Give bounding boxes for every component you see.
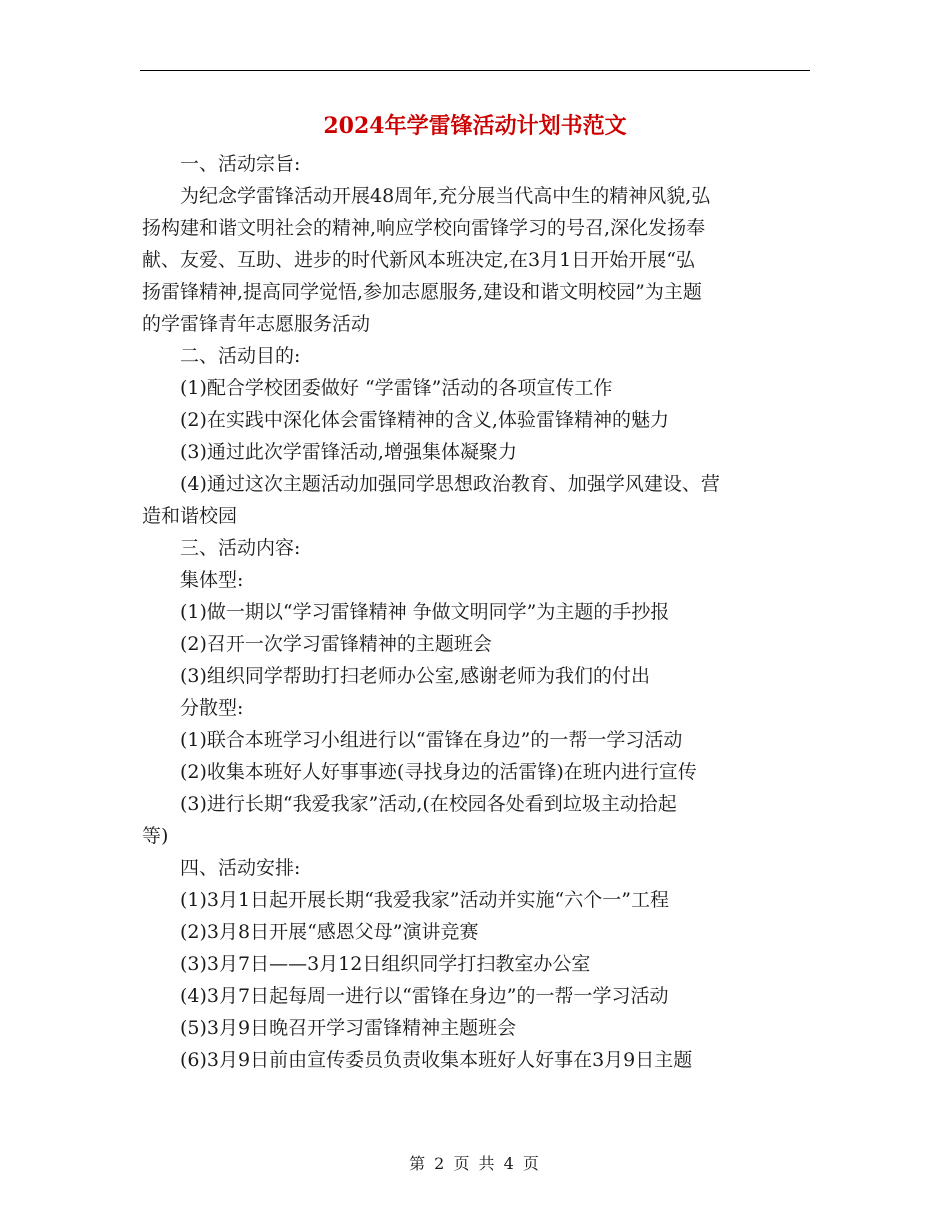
text-line: (2)收集本班好人好事事迹(寻找身边的活雷锋)在班内进行宣传 <box>180 761 697 783</box>
text-line: (1)联合本班学习小组进行以“雷锋在身边”的一帮一学习活动 <box>180 729 683 751</box>
text-line: (1)做一期以“学习雷锋精神 争做文明同学”为主题的手抄报 <box>180 601 670 623</box>
paragraph <box>142 916 810 948</box>
paragraph <box>142 948 810 980</box>
text-line: 四、活动安排: <box>180 857 301 879</box>
text-line: 的学雷锋青年志愿服务活动 <box>142 313 371 335</box>
paragraph <box>142 692 810 724</box>
paragraph <box>142 404 810 436</box>
text-line: 一、活动宗旨: <box>180 153 301 175</box>
paragraph <box>142 564 810 596</box>
paragraph <box>142 756 810 788</box>
text-line: 等) <box>142 825 169 847</box>
text-line: (4)通过这次主题活动加强同学思想政治教育、加强学风建设、营 <box>180 473 720 495</box>
text-line: 造和谐校园 <box>142 505 238 527</box>
paragraph <box>142 724 810 756</box>
paragraph <box>142 628 810 660</box>
paragraph <box>142 372 810 404</box>
text-line: (1)3月1日起开展长期“我爱我家”活动并实施“六个一”工程 <box>180 889 669 911</box>
text-line: 二、活动目的: <box>180 345 301 367</box>
text-line: (3)组织同学帮助打扫老师办公室,感谢老师为我们的付出 <box>180 665 650 687</box>
text-line: (1)配合学校团委做好 “学雷锋”活动的各项宣传工作 <box>180 377 613 399</box>
text-line: (2)召开一次学习雷锋精神的主题班会 <box>180 633 492 655</box>
paragraph <box>142 340 810 372</box>
text-line: 为纪念学雷锋活动开展48周年,充分展当代高中生的精神风貌,弘 <box>180 185 711 207</box>
text-line: 献、友爱、互助、进步的时代新风本班决定,在3月1日开始开展“弘 <box>142 249 695 271</box>
paragraph <box>142 180 810 340</box>
text-line: (6)3月9日前由宣传委员负责收集本班好人好事在3月9日主题 <box>180 1049 693 1071</box>
header-rule <box>140 70 810 71</box>
paragraph <box>142 1044 810 1076</box>
paragraph <box>142 852 810 884</box>
paragraph <box>142 148 810 180</box>
document-title: 2024年学雷锋活动计划书范文 <box>323 113 627 139</box>
text-line: (5)3月9日晚召开学习雷锋精神主题班会 <box>180 1017 517 1039</box>
paragraph <box>142 468 810 532</box>
text-line: (2)在实践中深化体会雷锋精神的含义,体验雷锋精神的魅力 <box>180 409 669 431</box>
paragraph <box>142 596 810 628</box>
paragraph <box>142 884 810 916</box>
text-line: (3)通过此次学雷锋活动,增强集体凝聚力 <box>180 441 517 463</box>
paragraph <box>142 532 810 564</box>
text-line: 集体型: <box>180 569 244 591</box>
text-line: (3)3月7日——3月12日组织同学打扫教室办公室 <box>180 953 591 975</box>
text-line: (2)3月8日开展“感恩父母”演讲竞赛 <box>180 921 479 943</box>
text-line: (3)进行长期“我爱我家”活动,(在校园各处看到垃圾主动拾起 <box>180 793 677 815</box>
text-line: 分散型: <box>180 697 244 719</box>
paragraph <box>142 980 810 1012</box>
text-line: 三、活动内容: <box>180 537 301 559</box>
text-line: 扬构建和谐文明社会的精神,响应学校向雷锋学习的号召,深化发扬奉 <box>142 217 706 239</box>
paragraph <box>142 436 810 468</box>
paragraph <box>142 1012 810 1044</box>
text-line: 扬雷锋精神,提高同学觉悟,参加志愿服务,建设和谐文明校园”为主题 <box>142 281 702 303</box>
document-body <box>142 148 810 1076</box>
paragraph <box>142 660 810 692</box>
page-number: 第 2 页 共 4 页 <box>409 1154 541 1173</box>
paragraph <box>142 788 810 852</box>
text-line: (4)3月7日起每周一进行以“雷锋在身边”的一帮一学习活动 <box>180 985 669 1007</box>
